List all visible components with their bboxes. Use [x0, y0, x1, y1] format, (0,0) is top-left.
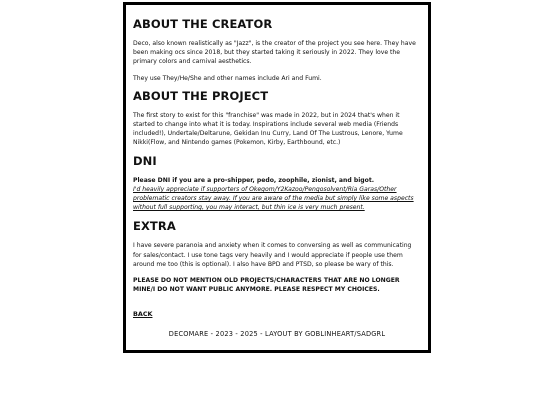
- about-creator-paragraph-1: Deco, also known realistically as "Jazz", is the creator of the project you see here. They have been making ocs since 2018, but they started taking it seriously in 2022. They love the primary colors and carnival aesthetics.: [133, 40, 416, 66]
- extra-section: [133, 220, 421, 330]
- about-creator-section: [133, 18, 421, 83]
- extra-warning: PLEASE DO NOT MENTION OLD PROJECTS/CHARACTERS THAT ARE NO LONGER MINE/I DO NOT WANT PUBLIC ANYMORE. PLEASE RESPECT MY CHOICES.: [133, 277, 400, 294]
- dni-paragraph: [133, 176, 421, 213]
- footer-credit: DECOMARE - 2023 - 2025 - LAYOUT BY GOBLINHEART/SADGRL: [168, 330, 386, 339]
- dni-heading: DNI: [133, 153, 157, 168]
- dni-bold-line: Please DNI if you are a pro-shipper, pedo, zoophile, zionist, and bigot.: [133, 176, 375, 184]
- about-creator-heading: ABOUT THE CREATOR: [133, 17, 273, 31]
- about-creator-paragraph-2: They use They/He/She and other names include Ari and Fumi.: [133, 74, 322, 82]
- dni-italic-text: I'd heavily appreciate if supporters of Okegom/Y2Kazoo/Pengosolvent/Ria Garas/Other problematic creators stay away. If you are aware of the media but simply like some aspects without full supporting, you may interact, but thin ice is very much present.: [133, 185, 414, 212]
- dni-section: [133, 155, 421, 213]
- extra-heading: EXTRA: [133, 219, 176, 234]
- about-project-section: [133, 90, 421, 148]
- back-link[interactable]: BACK: [133, 310, 153, 319]
- about-project-paragraph: The first story to exist for this "franchise" was made in 2022, but in 2024 that's when it started to change into what it is today. Inspirations include several web media (Friends included!), Undertale/Deltarune, Gekidan Inu Curry, Land Of The Lustrous, Lenore, Yume Nikki(Flow, and Nintendo games (Pokemon, Kirby, Earthbound, etc.): [133, 111, 403, 147]
- content-card: [123, 2, 431, 353]
- about-project-heading: ABOUT THE PROJECT: [133, 88, 269, 103]
- extra-paragraph: I have severe paranoia and anxiety when it comes to conversing as well as communicating for sales/contact. I use tone tags very heavily and I would appreciate if people use them around me too (this is optional). I also have BPD and PTSD, so please be wary of this.: [133, 242, 412, 268]
